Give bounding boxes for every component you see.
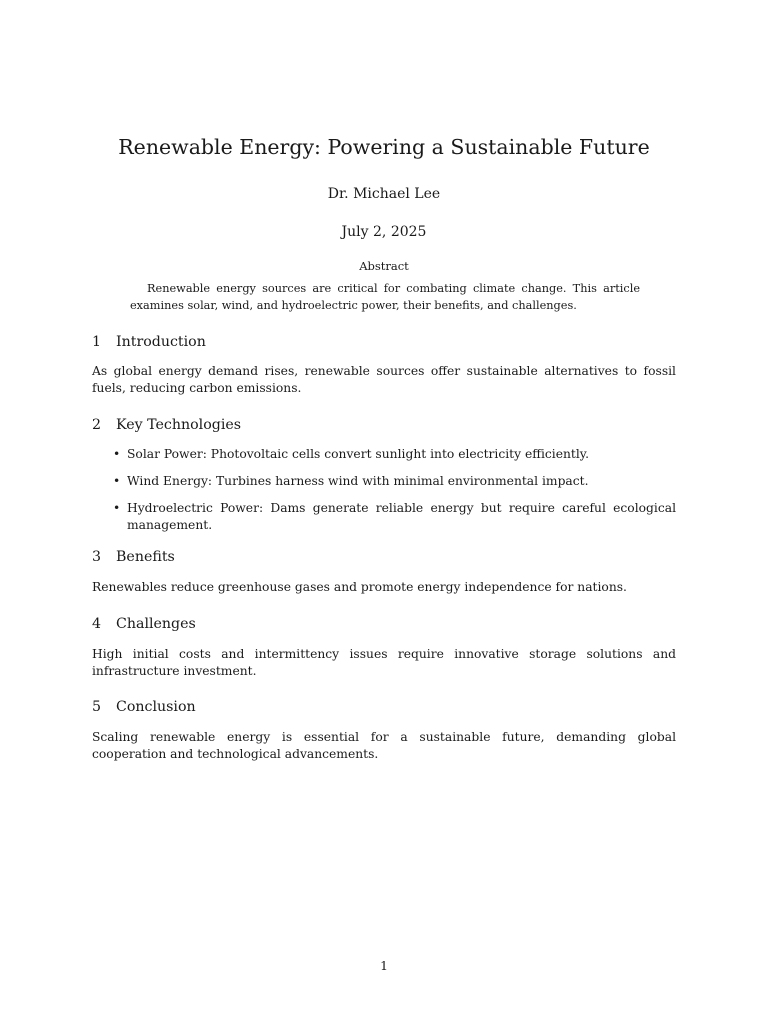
section-number: 3 — [92, 549, 102, 565]
section-title: Key Technologies — [116, 417, 242, 433]
list-item — [92, 500, 676, 534]
list-item-text: Hydroelectric Power: Dams generate reliable energy but require careful ecological management. — [127, 501, 676, 532]
section-title: Challenges — [116, 616, 196, 632]
section-heading-challenges — [92, 615, 196, 633]
section-heading-key-technologies — [92, 416, 241, 434]
list-item — [92, 473, 676, 490]
section-heading-conclusion — [92, 698, 196, 716]
benefits-paragraph: Renewables reduce greenhouse gases and promote energy independence for nations. — [92, 580, 627, 594]
bullet-icon: • — [113, 474, 121, 488]
section-number: 2 — [92, 417, 102, 433]
section-number: 1 — [92, 334, 102, 350]
section-title: Introduction — [116, 334, 206, 350]
abstract-heading: Abstract — [359, 259, 409, 273]
abstract-text: Renewable energy sources are critical for combating climate change. This article examines solar, wind, and hydroelectric power, their benefits, and challenges. — [130, 282, 640, 312]
list-item-text: Solar Power: Photovoltaic cells convert sunlight into electricity efficiently. — [127, 447, 589, 461]
conclusion-paragraph: Scaling renewable energy is essential for a sustainable future, demanding global cooperation and technological advancements. — [92, 730, 676, 761]
section-title: Benefits — [116, 549, 175, 565]
section-number: 4 — [92, 616, 102, 632]
publication-date: July 2, 2025 — [341, 224, 427, 240]
section-number: 5 — [92, 699, 102, 715]
bullet-icon: • — [113, 447, 121, 461]
paper-title: Renewable Energy: Powering a Sustainable Future — [118, 135, 650, 159]
list-item — [92, 446, 676, 463]
introduction-paragraph: As global energy demand rises, renewable sources offer sustainable alternatives to fossil fuels, reducing carbon emissions. — [92, 364, 676, 395]
technologies-list — [92, 446, 676, 544]
section-heading-benefits — [92, 548, 175, 566]
author-name: Dr. Michael Lee — [327, 186, 441, 202]
page-number: 1 — [380, 959, 388, 973]
list-item-text: Wind Energy: Turbines harness wind with minimal environmental impact. — [127, 474, 589, 488]
section-heading-introduction — [92, 333, 206, 351]
section-title: Conclusion — [116, 699, 196, 715]
challenges-paragraph: High initial costs and intermittency issues require innovative storage solutions and infrastructure investment. — [92, 647, 676, 678]
bullet-icon: • — [113, 501, 121, 515]
